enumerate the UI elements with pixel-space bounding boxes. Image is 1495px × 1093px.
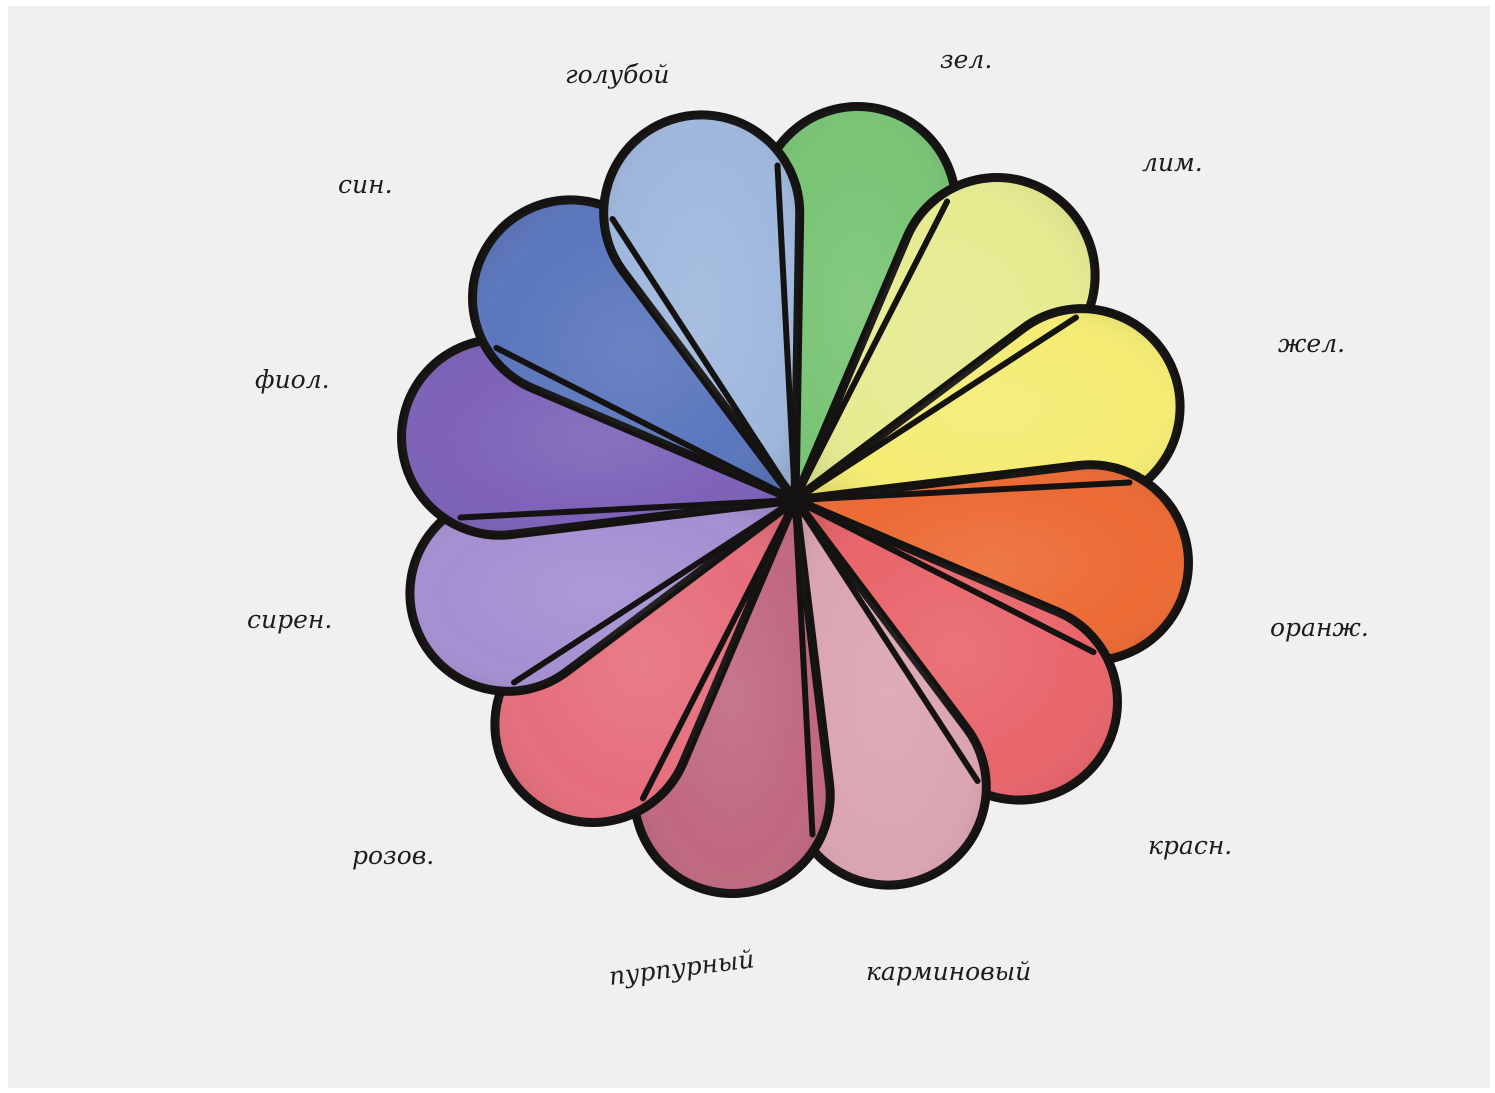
label-lime: лим. — [1142, 148, 1203, 177]
label-red: красн. — [1148, 831, 1233, 860]
label-yellow: жел. — [1278, 329, 1346, 358]
label-purple: пурпурный — [607, 944, 756, 991]
label-orange: оранж. — [1270, 613, 1369, 642]
label-light-blue: голубой — [565, 60, 670, 89]
label-blue: син. — [338, 170, 393, 199]
label-green: зел. — [940, 45, 993, 74]
label-pink: розов. — [352, 841, 435, 870]
label-violet: фиол. — [255, 365, 330, 394]
label-lilac: сирен. — [247, 605, 333, 634]
label-carmine: карминовый — [866, 957, 1032, 986]
